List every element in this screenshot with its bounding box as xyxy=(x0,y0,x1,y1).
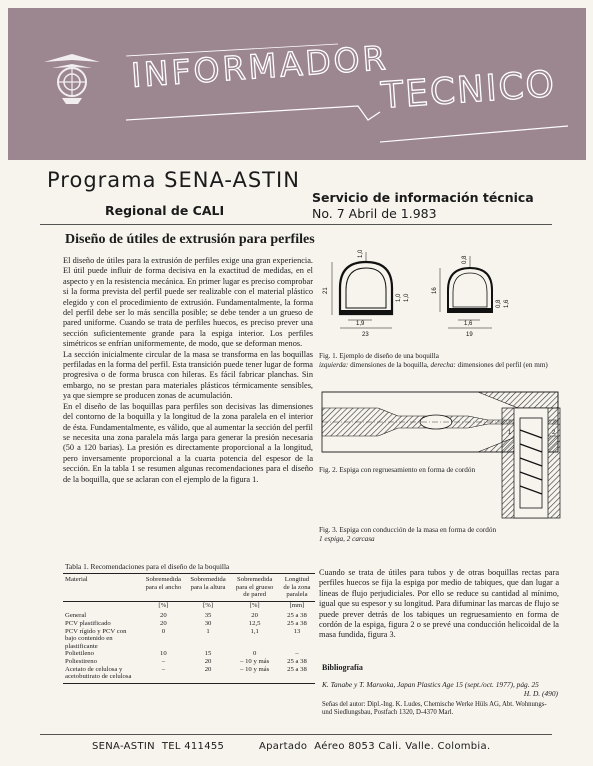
figure-1-profile-drawing xyxy=(318,250,562,346)
dimension-label: 0,8 xyxy=(496,299,502,308)
dimension-label: 1,0 xyxy=(358,250,364,258)
table-cell: – xyxy=(295,650,299,658)
dimension-label: 1,0 xyxy=(396,293,402,302)
table-row xyxy=(63,650,315,658)
paragraph: El diseño de útiles para la extrusión de perfiles exige una gran experiencia. El útil puede influir de forma decisiva en la exactitud de medidas, en el aspecto y en la resistencia mecánica. En primer lugar es preciso comprobar si la forma prevista del perfil puede ser realizable con el material plástico elegido y con el procedimiento de extrusión. Fundamentalmente, la forma del perfil debe ser lo más sencilla posible; se debe tender a un grueso de pared uniforme. Cuando se trata de perfiles huecos, es preciso prever una sección suficientemente grande para la espiga interior. Los perfiles simétricos se enfrían uniformemente, de modo, que se deforman menos. xyxy=(63,256,313,349)
figure-1-caption xyxy=(319,352,561,369)
footer-divider xyxy=(40,734,552,735)
table-cell: Poliestireno xyxy=(65,657,97,665)
caption-text: dimensiones de la boquilla, xyxy=(348,360,431,369)
table-cell: 25 a 38 xyxy=(279,666,315,684)
table-cell: 20 xyxy=(160,619,167,627)
recommendations-table xyxy=(63,573,315,684)
table-cell: [%] xyxy=(203,601,214,609)
table-cell xyxy=(63,601,141,609)
header-divider xyxy=(40,224,552,225)
table-units-row xyxy=(63,601,315,609)
table-cell: – 10 y más xyxy=(230,666,279,684)
table-cell: [%] xyxy=(249,601,260,609)
dimension-label: 1,6 xyxy=(504,299,510,308)
table-header: Sobremedida para el ancho xyxy=(141,574,186,602)
table-cell: 25 a 38 xyxy=(287,657,307,665)
figure-3-helical-mandrel-drawing xyxy=(500,404,562,522)
caption-text: dimensiones del perfil (en mm) xyxy=(455,360,548,369)
masthead-title-line-2: TECNICO xyxy=(380,63,558,117)
article-left-column xyxy=(63,256,313,485)
table-cell: PCV plastificado xyxy=(65,619,111,627)
table-row xyxy=(63,609,315,620)
dimension-label: 21 xyxy=(323,287,329,294)
figure-label: 2 xyxy=(552,430,556,436)
caption-label: izquierda: xyxy=(319,360,349,369)
table-header: Sobremedida para la altura xyxy=(186,574,231,602)
bibliography-heading: Bibliografía xyxy=(322,663,363,672)
dimension-label: 16 xyxy=(432,287,438,294)
table-cell: – 10 y más xyxy=(240,657,270,665)
caption-title: Fig. 1. Ejemplo de diseño de una boquilla xyxy=(319,352,439,360)
paragraph: Cuando se trata de útiles para tubos y de otras boquillas rectas para perfiles huecos se fija la espiga por medio de tabiques, que dan lugar a líneas de flujo perjudiciales. Por ello se reduce su cantidad al mínimo, igual que su espesor y su longitud. Para difuminar las marcas de flujo se puede prever detrás de los tabiques un regruesamiento en forma de cordón de la espiga, figura 2 o se prevé una conducción helicoidal de la masa fundida, figura 3. xyxy=(319,568,559,640)
table-cell: Acetato de celulosa y acetobutirato de celulosa xyxy=(63,666,141,684)
paragraph: En el diseño de las boquillas para perfiles son decisivas las dimensiones del contorno de la boquilla y la longitud de la zona paralela en el interior de ésta. Fundamentalmente, es válido, que al aumentar la sección del perfil se necesita una zona paralela más larga para generar la presión necesaria (50 a 120 barias). La presión es directamente proporcional a la longitud, pero inversamente proporcional a la cuarta potencia del espesor de la sección. En la tabla 1 se resumen algunas recomendaciones para el diseño de la boquilla, que se aclaran con el ejemplo de la figura 1. xyxy=(63,401,313,484)
table-header-row xyxy=(63,574,315,602)
table-cell: PCV rígido y PCV con bajo contenido en plastificante xyxy=(65,627,127,650)
table-caption: Tabla 1. Recomendaciones para el diseño de la boquilla xyxy=(65,562,230,571)
table-cell: – xyxy=(161,657,166,665)
paragraph: La sección inicialmente circular de la masa se transforma en las boquillas perfiladas en la forma del perfil. Esta transición puede tener lugar de forma progresiva o de forma brusca con hileras. Es fácil fabricar planchas. Sin embargo, no se prestan para materiales plásticos térmicamente sensibles, ya que siempre se producen zonas de acumulación. xyxy=(63,349,313,401)
bibliography-ref: H. D. (490) xyxy=(523,688,558,698)
table-row xyxy=(63,620,315,628)
dimension-label: 1,6 xyxy=(464,321,473,327)
article-right-column xyxy=(319,568,559,641)
table-header: Sobremedida para el grueso de pared xyxy=(230,574,279,602)
table-cell: 0 xyxy=(161,627,166,635)
table-cell: [mm] xyxy=(289,601,305,609)
table-cell: 25 a 38 xyxy=(287,619,307,627)
table-cell: 1 xyxy=(206,627,210,635)
article-title: Diseño de útiles de extrusión para perfiles xyxy=(65,232,315,247)
table-cell: 15 xyxy=(204,650,212,658)
dimension-label: 1,0 xyxy=(404,293,410,302)
dimension-label: 1,9 xyxy=(356,321,365,327)
table-cell: [%] xyxy=(158,601,169,609)
service-title: Servicio de información técnica xyxy=(312,190,534,205)
caption-parts: 1 espiga, 2 carcasa xyxy=(319,534,375,543)
caption-title: Fig. 3. Espiga con conducción de la masa en forma de cordón xyxy=(319,526,497,534)
caption-label: derecha: xyxy=(430,360,456,369)
footer-contact: SENA-ASTIN TEL 411455 Apartado Aéreo 8053 Cali. Valle. Colombia. xyxy=(92,741,491,752)
table-cell: 12,5 xyxy=(248,619,261,627)
figure-3-caption xyxy=(319,526,561,543)
table-cell: 20 xyxy=(204,657,212,665)
table-row xyxy=(63,658,315,666)
table-row xyxy=(63,628,315,651)
table-cell: 1,1 xyxy=(250,627,259,635)
table-cell: 10 xyxy=(160,650,167,658)
dimension-label: 0,8 xyxy=(462,255,468,264)
bibliography-entry xyxy=(322,681,558,698)
table-cell: 35 xyxy=(204,612,212,620)
bibliography-citation: K. Tanabe y T. Maruoka, Japan Plastics Age 15 (sept./oct. 1977), pág. 25 xyxy=(322,680,539,689)
sena-emblem-icon xyxy=(38,48,108,108)
masthead-title-line-1: INFORMADOR xyxy=(130,38,390,95)
masthead-band xyxy=(8,8,586,160)
table-cell: – xyxy=(141,666,186,684)
figure-2-caption: Fig. 2. Espiga con regruesamiento en forma de cordón xyxy=(319,466,476,474)
dimension-label: 23 xyxy=(362,332,369,338)
table-cell: 20 xyxy=(160,612,167,620)
table-cell: 20 xyxy=(186,666,231,684)
table-cell: General xyxy=(65,612,87,620)
regional-label: Regional de CALI xyxy=(105,203,225,218)
author-address: Señas del autor: Dipl.-Ing. K. Ludes, Chemische Werke Hüls AG, Abt. Wohnungs- und Siedlungsbau, Postfach 1320, D-4370 Marl. xyxy=(322,701,547,717)
dimension-label: 19 xyxy=(466,332,473,338)
table-cell: 13 xyxy=(293,627,301,635)
table-cell: 20 xyxy=(251,612,258,620)
table-cell: 30 xyxy=(204,619,212,627)
table-cell: Polietileno xyxy=(65,650,94,658)
table-header: Material xyxy=(63,574,141,602)
table-header: Longitud de la zona paralela xyxy=(279,574,315,602)
table-cell: 0 xyxy=(252,650,257,658)
program-title: Programa SENA-ASTIN xyxy=(47,168,300,192)
figure-label: 1 xyxy=(508,430,512,436)
table-cell: 25 a 38 xyxy=(287,612,307,620)
table-row xyxy=(63,666,315,684)
issue-date: No. 7 Abril de 1.983 xyxy=(312,206,437,221)
